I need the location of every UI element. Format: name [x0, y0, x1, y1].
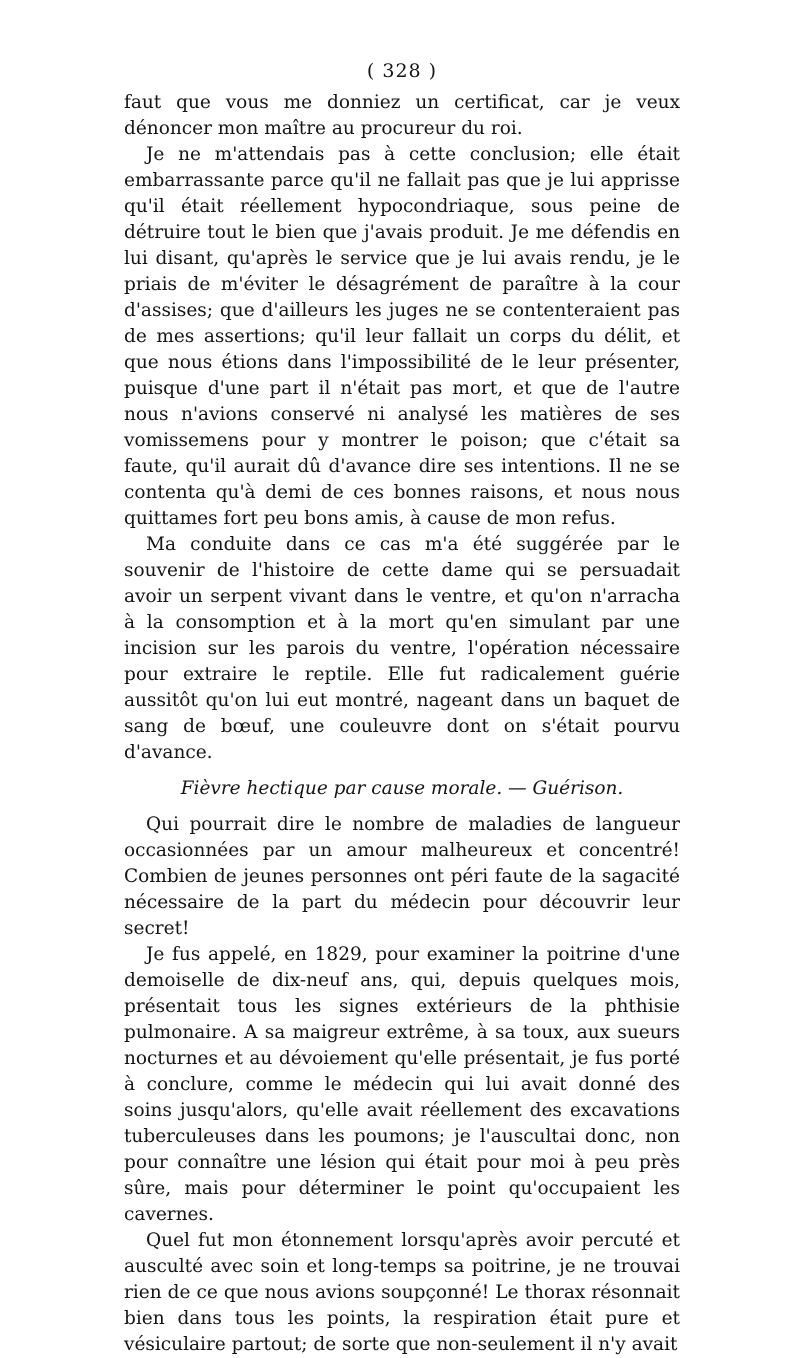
- page-number: ( 328 ): [366, 60, 438, 82]
- paragraph-serpent-story: Ma conduite dans ce cas m'a été suggérée par le souvenir de l'histoire de cette dame qui se persuadait avoir un serpent vivant dans le ventre, et qu'on n'arracha à la consomption et à la mort qu'en simulant par une incision sur les parois du ventre, l'opération nécessaire pour extraire le reptile. Elle fut radicalement guérie aussitôt qu'on lui eut montré, nageant dans un baquet de sang de bœuf, une couleuvre dont on s'était pourvu d'avance.: [124, 534, 680, 763]
- paragraph-conclusion: Je ne m'attendais pas à cette conclusion; elle était embarrassante parce qu'il ne fallait pas que je lui apprisse qu'il était réellement hypocondriaque, sous peine de détruire tout le bien que j'avais produit. Je me défendis en lui disant, qu'après le service que je lui avais rendu, je le priais de m'éviter le désagrément de paraître à la cour d'assises; que d'ailleurs les juges ne se contenteraient pas de mes assertions; qu'il leur fallait un corps du délit, et que nous étions dans l'impossibilité de le leur présenter, puisque d'une part il n'était pas mort, et que de l'autre nous n'avions conservé ni analysé les matières de ses vomissemens pour y montrer le poison; que c'était sa faute, qu'il aurait dû d'avance dire ses intentions. Il ne se contenta qu'à demi de ces bonnes raisons, et nous nous quittames fort peu bons amis, à cause de mon refus.: [124, 144, 680, 529]
- paragraph-langueur: Qui pourrait dire le nombre de maladies de langueur occasionnées par un amour malheureux et concentré! Combien de jeunes personnes ont péri faute de la sagacité nécessaire de la part du médecin pour découvrir leur secret!: [124, 814, 680, 939]
- paragraph-etonnement: Quel fut mon étonnement lorsqu'après avoir percuté et ausculté avec soin et long-temps sa poitrine, je ne trouvai rien de ce que nous avions soupçonné! Le thorax résonnait bien dans tous les points, la respiration était pure et vésiculaire partout; de sorte que non-seulement il n'y avait: [124, 1230, 680, 1355]
- section-heading: Fièvre hectique par cause morale. — Guérison.: [180, 778, 624, 799]
- book-page: [124, 58, 680, 1358]
- paragraph-case-1829: Je fus appelé, en 1829, pour examiner la poitrine d'une demoiselle de dix-neuf ans, qui, depuis quelques mois, présentait tous les signes extérieurs de la phthisie pulmonaire. A sa maigreur extrême, à sa toux, aux sueurs nocturnes et au dévoiement qu'elle présentait, je fus porté à conclure, comme le médecin qui lui avait donné des soins jusqu'alors, qu'elle avait réellement des excavations tuberculeuses dans les poumons; je l'auscultai donc, non pour connaître une lésion qui était pour moi à peu près sûre, mais pour déterminer le point qu'occupaient les cavernes.: [124, 944, 680, 1225]
- paragraph-continuation: faut que vous me donniez un certificat, car je veux dénoncer mon maître au procureur du roi.: [124, 92, 680, 139]
